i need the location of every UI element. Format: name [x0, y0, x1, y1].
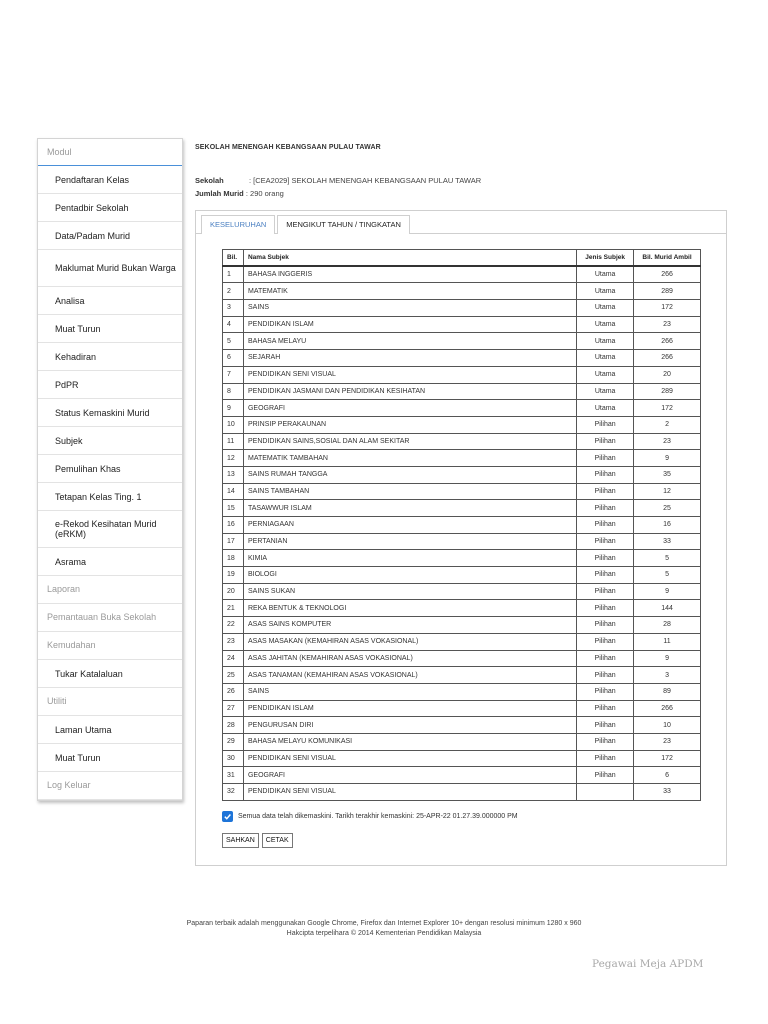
cell-bil-murid: 289 — [634, 283, 701, 300]
sidebar-label: Laman Utama — [55, 724, 112, 735]
cell-jenis-subjek: Utama — [577, 316, 634, 333]
cell-jenis-subjek: Pilihan — [577, 583, 634, 600]
footer-browser-note: Paparan terbaik adalah menggunakan Google Chrome, Firefox dan Internet Explorer 10+ dengan resolusi minimum 1280 x 960 — [186, 920, 582, 927]
cell-jenis-subjek: Pilihan — [577, 733, 634, 750]
cell-jenis-subjek: Utama — [577, 266, 634, 283]
cell-nama-subjek: PENDIDIKAN SAINS,SOSIAL DAN ALAM SEKITAR — [243, 433, 576, 450]
sidebar-item-pemulihan-khas[interactable] — [38, 455, 182, 483]
sidebar-section-utiliti[interactable] — [38, 688, 182, 716]
sidebar-label: Pemantauan Buka Sekolah — [47, 612, 157, 622]
cell-bil: 27 — [223, 700, 244, 717]
sekolah-row — [195, 176, 481, 185]
status-row — [222, 811, 518, 822]
cell-bil-murid: 5 — [634, 550, 701, 567]
table-row — [223, 316, 701, 333]
cell-nama-subjek: SAINS — [243, 683, 576, 700]
subject-table — [222, 249, 701, 801]
sidebar-section-laporan[interactable] — [38, 576, 182, 604]
cell-jenis-subjek: Pilihan — [577, 550, 634, 567]
cell-bil-murid: 89 — [634, 683, 701, 700]
cell-bil: 12 — [223, 450, 244, 467]
cell-jenis-subjek: Pilihan — [577, 650, 634, 667]
cell-jenis-subjek: Pilihan — [577, 600, 634, 617]
cell-nama-subjek: ASAS JAHITAN (KEMAHIRAN ASAS VOKASIONAL) — [243, 650, 576, 667]
cell-nama-subjek: PENDIDIKAN ISLAM — [243, 316, 576, 333]
sidebar-label: Analisa — [55, 295, 85, 306]
sekolah-label: Sekolah — [195, 176, 224, 185]
cell-bil: 23 — [223, 633, 244, 650]
sidebar-item-tetapan-kelas-ting-1[interactable] — [38, 483, 182, 511]
cell-bil: 7 — [223, 366, 244, 383]
table-row — [223, 650, 701, 667]
cell-bil-murid: 6 — [634, 767, 701, 784]
sidebar-label: e-Rekod Kesihatan Murid (eRKM) — [55, 519, 157, 539]
cell-bil-murid: 172 — [634, 300, 701, 317]
cell-nama-subjek: MATEMATIK TAMBAHAN — [243, 450, 576, 467]
cell-jenis-subjek: Utama — [577, 333, 634, 350]
sidebar-menu — [37, 138, 183, 801]
sidebar-label: Muat Turun — [55, 323, 101, 334]
cell-jenis-subjek: Pilihan — [577, 633, 634, 650]
cell-nama-subjek: MATEMATIK — [243, 283, 576, 300]
sidebar-label: Data/Padam Murid — [55, 230, 131, 241]
cell-bil-murid: 9 — [634, 583, 701, 600]
cell-jenis-subjek: Pilihan — [577, 683, 634, 700]
tab-keseluruhan[interactable]: KESELURUHAN — [201, 215, 275, 234]
jumlah-murid-label: Jumlah Murid — [195, 189, 244, 198]
table-row — [223, 483, 701, 500]
cell-bil-murid: 10 — [634, 717, 701, 734]
table-row — [223, 717, 701, 734]
table-header-row — [223, 250, 701, 267]
sidebar-label: Maklumat Murid Bukan Warga — [55, 263, 176, 273]
cell-bil: 15 — [223, 500, 244, 517]
cell-jenis-subjek: Pilihan — [577, 533, 634, 550]
cell-jenis-subjek: Pilihan — [577, 500, 634, 517]
action-buttons — [222, 833, 296, 848]
table-row — [223, 583, 701, 600]
sidebar-section-log-keluar[interactable] — [38, 772, 182, 800]
cell-jenis-subjek: Pilihan — [577, 750, 634, 767]
cell-bil-murid: 266 — [634, 700, 701, 717]
cell-bil-murid: 3 — [634, 667, 701, 684]
sidebar-item-kehadiran[interactable] — [38, 343, 182, 371]
table-row — [223, 500, 701, 517]
sidebar-item-status-kemaskini-murid[interactable] — [38, 399, 182, 427]
cell-bil: 2 — [223, 283, 244, 300]
sahkan-button[interactable]: SAHKAN — [222, 833, 259, 848]
cell-nama-subjek: BAHASA INGGERIS — [243, 266, 576, 283]
cell-jenis-subjek: Pilihan — [577, 767, 634, 784]
table-row — [223, 733, 701, 750]
table-row — [223, 683, 701, 700]
cell-jenis-subjek — [577, 784, 634, 801]
table-row — [223, 433, 701, 450]
cell-bil-murid: 266 — [634, 333, 701, 350]
cell-bil: 8 — [223, 383, 244, 400]
cell-bil: 9 — [223, 400, 244, 417]
cell-jenis-subjek: Utama — [577, 300, 634, 317]
table-row — [223, 784, 701, 801]
cell-bil-murid: 12 — [634, 483, 701, 500]
sidebar-label: Kehadiran — [55, 351, 97, 362]
sidebar-section-modul[interactable] — [38, 139, 182, 166]
cell-jenis-subjek: Utama — [577, 383, 634, 400]
cell-bil-murid: 5 — [634, 567, 701, 584]
sidebar-item-subjek[interactable] — [38, 427, 182, 455]
cell-nama-subjek: SAINS — [243, 300, 576, 317]
cell-bil: 13 — [223, 466, 244, 483]
cell-bil: 11 — [223, 433, 244, 450]
sidebar-section-kemudahan[interactable] — [38, 632, 182, 660]
table-row — [223, 416, 701, 433]
sidebar-label: Status Kemaskini Murid — [55, 407, 150, 418]
cell-bil: 32 — [223, 784, 244, 801]
sidebar-item-data-padam-murid[interactable] — [38, 222, 182, 250]
cell-nama-subjek: GEOGRAFI — [243, 400, 576, 417]
cell-bil: 29 — [223, 733, 244, 750]
cell-bil: 31 — [223, 767, 244, 784]
cell-bil: 25 — [223, 667, 244, 684]
cell-nama-subjek: PERNIAGAAN — [243, 517, 576, 534]
table-row — [223, 333, 701, 350]
cell-bil-murid: 35 — [634, 466, 701, 483]
cell-bil: 5 — [223, 333, 244, 350]
sidebar-label: PdPR — [55, 379, 79, 390]
cell-bil-murid: 33 — [634, 784, 701, 801]
cell-bil-murid: 23 — [634, 433, 701, 450]
col-header-nama-subjek: Nama Subjek — [243, 250, 576, 267]
cell-jenis-subjek: Pilihan — [577, 416, 634, 433]
table-row — [223, 383, 701, 400]
cell-nama-subjek: BAHASA MELAYU KOMUNIKASI — [243, 733, 576, 750]
sidebar-label: Muat Turun — [55, 752, 101, 763]
status-text: Semua data telah dikemaskini. Tarikh terakhir kemaskini: 25-APR-22 01.27.39.000000 PM — [238, 813, 518, 820]
cell-nama-subjek: ASAS TANAMAN (KEMAHIRAN ASAS VOKASIONAL) — [243, 667, 576, 684]
cell-jenis-subjek: Utama — [577, 283, 634, 300]
cell-jenis-subjek: Pilihan — [577, 483, 634, 500]
cell-jenis-subjek: Pilihan — [577, 466, 634, 483]
cell-nama-subjek: ASAS SAINS KOMPUTER — [243, 617, 576, 634]
cell-jenis-subjek: Pilihan — [577, 700, 634, 717]
cell-bil: 18 — [223, 550, 244, 567]
cell-jenis-subjek: Pilihan — [577, 433, 634, 450]
table-row — [223, 667, 701, 684]
table-row — [223, 283, 701, 300]
cell-nama-subjek: KIMIA — [243, 550, 576, 567]
sidebar-label: Laporan — [47, 584, 81, 594]
cell-bil-murid: 23 — [634, 316, 701, 333]
cell-nama-subjek: PENDIDIKAN SENI VISUAL — [243, 750, 576, 767]
table-row — [223, 450, 701, 467]
col-header-bil: Bil. — [223, 250, 244, 267]
sidebar-label: Subjek — [55, 435, 83, 446]
table-row — [223, 600, 701, 617]
cell-nama-subjek: SAINS RUMAH TANGGA — [243, 466, 576, 483]
sidebar-label: Pemulihan Khas — [55, 463, 121, 474]
cell-bil-murid: 2 — [634, 416, 701, 433]
cell-nama-subjek: SEJARAH — [243, 350, 576, 367]
sidebar-item-maklumat-murid-bukan-warga[interactable] — [38, 250, 182, 287]
cell-bil: 16 — [223, 517, 244, 534]
sidebar-item-pentadbir-sekolah[interactable] — [38, 194, 182, 222]
sidebar-label: Pendaftaran Kelas — [55, 174, 130, 185]
table-row — [223, 617, 701, 634]
sidebar-label: Pentadbir Sekolah — [55, 202, 129, 213]
cell-bil: 17 — [223, 533, 244, 550]
table-row — [223, 517, 701, 534]
cell-bil-murid: 9 — [634, 650, 701, 667]
cell-jenis-subjek: Pilihan — [577, 517, 634, 534]
cell-bil: 10 — [223, 416, 244, 433]
footer-copyright: Hakcipta terpelihara © 2014 Kementerian Pendidikan Malaysia — [286, 930, 482, 937]
cell-bil-murid: 25 — [634, 500, 701, 517]
cell-bil-murid: 172 — [634, 400, 701, 417]
subject-panel — [195, 210, 727, 866]
footer — [0, 919, 768, 939]
cell-jenis-subjek: Utama — [577, 400, 634, 417]
cell-bil: 20 — [223, 583, 244, 600]
cell-bil: 28 — [223, 717, 244, 734]
cell-nama-subjek: PENDIDIKAN SENI VISUAL — [243, 366, 576, 383]
cell-nama-subjek: REKA BENTUK & TEKNOLOGI — [243, 600, 576, 617]
cell-nama-subjek: ASAS MASAKAN (KEMAHIRAN ASAS VOKASIONAL) — [243, 633, 576, 650]
cell-jenis-subjek: Pilihan — [577, 567, 634, 584]
sidebar-item-muat-turun[interactable] — [38, 744, 182, 772]
sidebar-item-muat-turun[interactable] — [38, 315, 182, 343]
cell-nama-subjek: PENGURUSAN DIRI — [243, 717, 576, 734]
table-row — [223, 767, 701, 784]
table-row — [223, 266, 701, 283]
cell-nama-subjek: BAHASA MELAYU — [243, 333, 576, 350]
jumlah-murid-row — [195, 189, 284, 198]
sidebar-item-pendaftaran-kelas[interactable] — [38, 166, 182, 194]
sidebar-label: Tukar Katalaluan — [55, 668, 123, 679]
cell-bil: 24 — [223, 650, 244, 667]
cell-nama-subjek: BIOLOGI — [243, 567, 576, 584]
table-row — [223, 300, 701, 317]
cell-bil-murid: 266 — [634, 350, 701, 367]
sidebar-label: Modul — [47, 147, 72, 157]
sidebar-item-laman-utama[interactable] — [38, 716, 182, 744]
school-title: SEKOLAH MENENGAH KEBANGSAAN PULAU TAWAR — [195, 144, 381, 151]
tab-mengikut-tahun[interactable]: MENGIKUT TAHUN / TINGKATAN — [277, 215, 410, 234]
tab-bar — [201, 215, 412, 234]
check-icon — [223, 812, 232, 821]
cell-bil: 30 — [223, 750, 244, 767]
cell-bil-murid: 33 — [634, 533, 701, 550]
cell-jenis-subjek: Pilihan — [577, 617, 634, 634]
cell-bil: 3 — [223, 300, 244, 317]
table-row — [223, 533, 701, 550]
sidebar-label: Tetapan Kelas Ting. 1 — [55, 491, 142, 502]
cell-bil-murid: 266 — [634, 266, 701, 283]
watermark: Pegawai Meja APDM — [592, 958, 704, 970]
cell-bil: 14 — [223, 483, 244, 500]
table-row — [223, 366, 701, 383]
cell-jenis-subjek: Pilihan — [577, 667, 634, 684]
sidebar-label: Utiliti — [47, 696, 67, 706]
cell-bil: 1 — [223, 266, 244, 283]
cell-bil-murid: 172 — [634, 750, 701, 767]
cell-nama-subjek: PENDIDIKAN SENI VISUAL — [243, 784, 576, 801]
cell-bil-murid: 16 — [634, 517, 701, 534]
sidebar-item-asrama[interactable] — [38, 548, 182, 576]
cell-bil-murid: 144 — [634, 600, 701, 617]
sidebar-label: Asrama — [55, 556, 87, 567]
cell-jenis-subjek: Pilihan — [577, 450, 634, 467]
sekolah-value: : [CEA2029] SEKOLAH MENENGAH KEBANGSAAN PULAU TAWAR — [249, 176, 482, 185]
table-row — [223, 350, 701, 367]
cell-bil-murid: 289 — [634, 383, 701, 400]
sidebar-item-analisa[interactable] — [38, 287, 182, 315]
cell-nama-subjek: PRINSIP PERAKAUNAN — [243, 416, 576, 433]
cell-nama-subjek: GEOGRAFI — [243, 767, 576, 784]
cell-nama-subjek: SAINS TAMBAHAN — [243, 483, 576, 500]
cell-nama-subjek: SAINS SUKAN — [243, 583, 576, 600]
cell-jenis-subjek: Utama — [577, 366, 634, 383]
cell-bil: 26 — [223, 683, 244, 700]
cell-bil: 22 — [223, 617, 244, 634]
cell-bil: 6 — [223, 350, 244, 367]
cell-bil-murid: 28 — [634, 617, 701, 634]
cell-bil: 4 — [223, 316, 244, 333]
cetak-button[interactable]: CETAK — [262, 833, 293, 848]
cell-bil-murid: 9 — [634, 450, 701, 467]
table-row — [223, 700, 701, 717]
sidebar-item-pdpr[interactable] — [38, 371, 182, 399]
sidebar-label: Log Keluar — [47, 780, 91, 790]
table-row — [223, 400, 701, 417]
cell-bil: 19 — [223, 567, 244, 584]
cell-bil-murid: 11 — [634, 633, 701, 650]
cell-nama-subjek: PENDIDIKAN JASMANI DAN PENDIDIKAN KESIHATAN — [243, 383, 576, 400]
table-row — [223, 567, 701, 584]
col-header-jenis-subjek: Jenis Subjek — [577, 250, 634, 267]
cell-bil-murid: 23 — [634, 733, 701, 750]
table-body — [223, 266, 701, 800]
table-row — [223, 466, 701, 483]
sidebar-item-tukar-katalaluan[interactable] — [38, 660, 182, 688]
cell-bil: 21 — [223, 600, 244, 617]
table-row — [223, 750, 701, 767]
table-row — [223, 550, 701, 567]
sidebar-section-pemantauan-buka-sekolah[interactable] — [38, 604, 182, 632]
table-row — [223, 633, 701, 650]
cell-nama-subjek: TASAWWUR ISLAM — [243, 500, 576, 517]
jumlah-murid-value: : 290 orang — [245, 189, 284, 198]
cell-bil-murid: 20 — [634, 366, 701, 383]
cell-jenis-subjek: Utama — [577, 350, 634, 367]
sidebar-label: Kemudahan — [47, 640, 96, 650]
cell-nama-subjek: PERTANIAN — [243, 533, 576, 550]
col-header-bil-murid: Bil. Murid Ambil — [634, 250, 701, 267]
cell-nama-subjek: PENDIDIKAN ISLAM — [243, 700, 576, 717]
cell-jenis-subjek: Pilihan — [577, 717, 634, 734]
confirm-checkbox[interactable] — [222, 811, 233, 822]
sidebar-item-e-rekod-kesihatan-murid-erkm[interactable] — [38, 511, 182, 548]
